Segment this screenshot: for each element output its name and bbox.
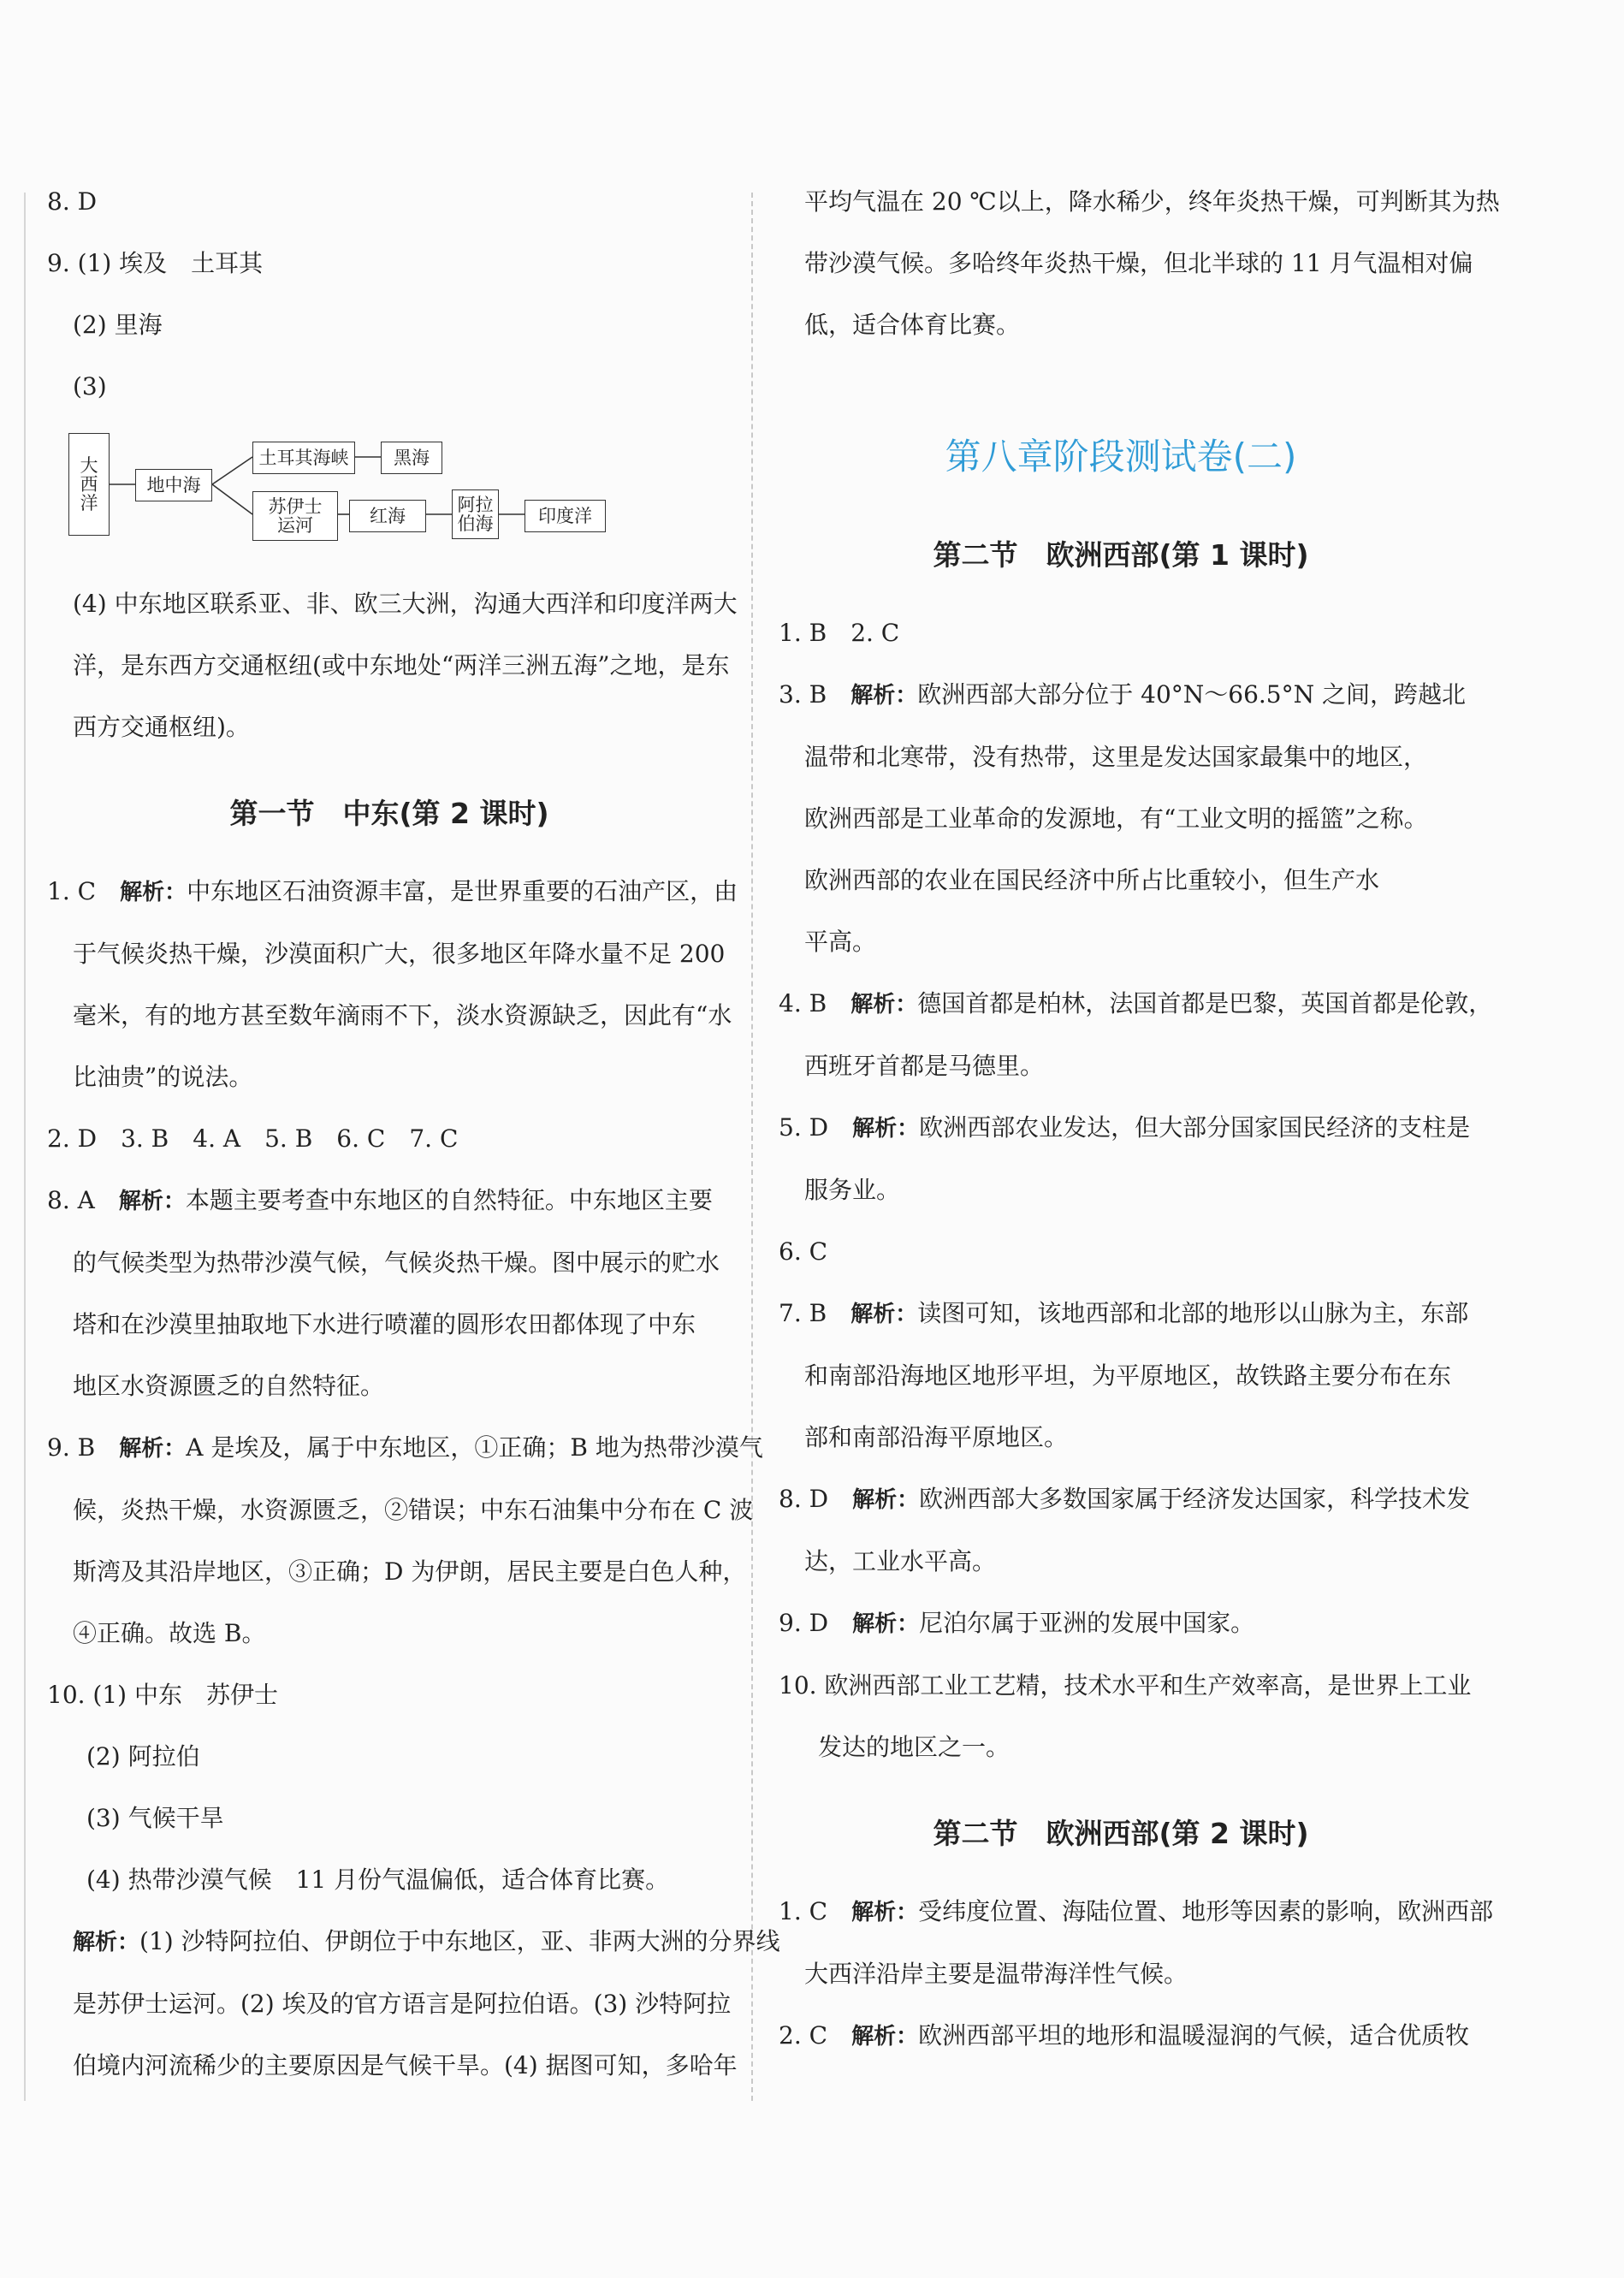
- s2-q9-answer: 9. D: [779, 1609, 829, 1637]
- answer-9-4-line1: (4) 中东地区联系亚、非、欧三大洲，沟通大西洋和印度洋两大: [73, 590, 738, 618]
- s1-q10-exp-line3: 伯境内河流稀少的主要原因是气候干旱。(4) 据图可知，多哈年: [73, 2051, 738, 2079]
- chapter-title: 第八章阶段测试卷(二): [945, 436, 1297, 478]
- answer-9-3: (3): [73, 372, 107, 400]
- analysis-label: 解析：: [120, 880, 187, 905]
- box-arabian-sea: 阿拉伯海: [452, 489, 499, 539]
- section-title-europe-1: 第二节 欧洲西部(第 1 课时): [933, 538, 1309, 572]
- box-indian-ocean: 印度洋: [525, 500, 606, 532]
- analysis-label: 解析：: [73, 1930, 140, 1955]
- box-atlantic: 大西洋: [68, 433, 110, 536]
- s2-q8-text: 欧洲西部大多数国家属于经济发达国家，科学技术发: [919, 1485, 1471, 1513]
- s1-q9-answer: 9. B: [47, 1433, 96, 1462]
- analysis-label: 解析：: [118, 1189, 186, 1214]
- s1-q10-4: (4) 热带沙漠气候 11 月份气温偏低，适合体育比赛。: [86, 1866, 670, 1894]
- analysis-label: 解析：: [852, 1611, 920, 1637]
- s1-q1-line2: 于气候炎热干燥，沙漠面积广大，很多地区年降水量不足 200: [73, 940, 726, 968]
- analysis-label: 解析：: [851, 992, 918, 1017]
- s2-q1-2: 1. B 2. C: [779, 619, 900, 647]
- s2-q6: 6. C: [779, 1237, 828, 1266]
- section-title-zhongdong-2: 第一节 中东(第 2 课时): [229, 797, 549, 830]
- s3-q1-line2: 大西洋沿岸主要是温带海洋性气候。: [804, 1960, 1188, 1988]
- s2-q3-line2: 温带和北寒带，没有热带，这里是发达国家最集中的地区，: [804, 743, 1428, 771]
- right-column: [779, 171, 1500, 2067]
- left-margin-rule: [24, 193, 26, 2101]
- s1-q1-text: 中东地区石油资源丰富，是世界重要的石油产区，由: [187, 877, 738, 905]
- s3-q1-line1: [779, 1881, 1494, 1943]
- s2-q3-answer: 3. B: [779, 680, 827, 709]
- continued-line2: 带沙漠气候。多哈终年炎热干燥，但北半球的 11 月气温相对偏: [804, 249, 1473, 277]
- s1-q9-line3: 斯湾及其沿岸地区，③正确；D 为伊朗，居民主要是白色人种，: [73, 1557, 747, 1586]
- s2-q5-answer: 5. D: [779, 1113, 829, 1142]
- s2-q7-line3: 部和南部沿海平原地区。: [804, 1423, 1069, 1451]
- s2-q7-line1: [779, 1283, 1469, 1345]
- s2-q4-text: 德国首都是柏林，法国首都是巴黎，英国首都是伦敦，: [917, 989, 1493, 1017]
- answer-8: 8. D: [47, 187, 98, 216]
- analysis-label: 解析：: [851, 2024, 919, 2050]
- box-suez-canal: 苏伊士运河: [252, 491, 338, 541]
- s2-q3-line5: 平高。: [804, 928, 877, 956]
- s1-q8-line2: 的气候类型为热带沙漠气候，气候炎热干燥。图中展示的贮水: [73, 1249, 720, 1277]
- analysis-label: 解析：: [851, 683, 918, 709]
- s1-q1-line4: 比油贵”的说法。: [73, 1063, 253, 1091]
- s2-q5-text: 欧洲西部农业发达，但大部分国家国民经济的支柱是: [919, 1113, 1471, 1142]
- s2-q3-text: 欧洲西部大部分位于 40°N～66.5°N 之间，跨越北: [917, 680, 1467, 709]
- s2-q5-line2: 服务业。: [804, 1176, 901, 1204]
- box-black-sea: 黑海: [381, 442, 442, 474]
- s1-q9-text: A 是埃及，属于中东地区，①正确；B 地为热带沙漠气: [186, 1433, 763, 1462]
- left-column: [47, 171, 780, 2097]
- s2-q10-line2: 发达的地区之一。: [818, 1733, 1011, 1761]
- box-turkish-straits: 土耳其海峡: [252, 442, 355, 474]
- s1-q8-text: 本题主要考查中东地区的自然特征。中东地区主要: [185, 1186, 713, 1214]
- box-mediterranean: 地中海: [135, 469, 212, 501]
- analysis-label: 解析：: [851, 1302, 918, 1327]
- analysis-label: 解析：: [119, 1436, 187, 1462]
- s2-q5-line1: [779, 1097, 1471, 1160]
- continued-line3: 低，适合体育比赛。: [804, 311, 1021, 339]
- s1-q8-answer: 8. A: [47, 1186, 95, 1214]
- s3-q2-line1: [779, 2005, 1470, 2067]
- s2-q3-line3: 欧洲西部是工业革命的发源地，有“工业文明的摇篮”之称。: [804, 804, 1428, 833]
- s2-q4-line2: 西班牙首都是马德里。: [804, 1052, 1045, 1080]
- s2-q8-line2: 达，工业水平高。: [804, 1547, 997, 1575]
- column-divider: [751, 193, 753, 2101]
- answer-9-4-line2: 洋，是东西方交通枢纽(或中东地处“两洋三洲五海”之地，是东: [73, 651, 730, 679]
- s1-q8-line3: 塔和在沙漠里抽取地下水进行喷灌的圆形农田都体现了中东: [73, 1310, 696, 1338]
- s2-q3-line4: 欧洲西部的农业在国民经济中所占比重较小，但生产水: [804, 866, 1380, 894]
- s2-q8-answer: 8. D: [779, 1485, 829, 1513]
- continued-line1: 平均气温在 20 ℃以上，降水稀少，终年炎热干燥，可判断其为热: [804, 187, 1500, 216]
- analysis-label: 解析：: [851, 1900, 919, 1925]
- s2-q7-text: 读图可知，该地西部和北部的地形以山脉为主，东部: [917, 1299, 1469, 1327]
- s1-q1-line3: 毫米，有的地方甚至数年滴雨不下，淡水资源缺乏，因此有“水: [73, 1001, 732, 1029]
- s1-q9-line1: [47, 1417, 763, 1480]
- route-diagram: [68, 433, 732, 561]
- answer-9-1: 9. (1) 埃及 土耳其: [47, 249, 264, 277]
- s3-q1-answer: 1. C: [779, 1897, 828, 1925]
- s1-q9-line2: 候，炎热干燥，水资源匮乏，②错误；中东石油集中分布在 C 波: [73, 1496, 754, 1524]
- answer-9-4-line3: 西方交通枢纽)。: [73, 713, 250, 741]
- s1-q10-2: (2) 阿拉伯: [86, 1742, 200, 1771]
- analysis-label: 解析：: [852, 1487, 920, 1513]
- s2-q4-line1: [779, 973, 1493, 1035]
- s1-q2-7: 2. D 3. B 4. A 5. B 6. C 7. C: [47, 1124, 459, 1153]
- s1-q8-line1: [47, 1170, 732, 1232]
- s2-q7-line2: 和南部沿海地区地形平坦，为平原地区，故铁路主要分布在东: [804, 1361, 1452, 1390]
- s2-q8-line1: [779, 1468, 1471, 1531]
- s1-q8-line4: 地区水资源匮乏的自然特征。: [73, 1372, 385, 1400]
- s3-q2-text: 欧洲西部平坦的地形和温暖湿润的气候，适合优质牧: [918, 2021, 1470, 2050]
- s1-q10-1: 10. (1) 中东 苏伊士: [47, 1681, 278, 1709]
- s1-q1-answer: 1. C: [47, 877, 97, 905]
- s2-q9-text: 尼泊尔属于亚洲的发展中国家。: [919, 1609, 1255, 1637]
- s1-q10-exp-text: (1) 沙特阿拉伯、伊朗位于中东地区，亚、非两大洲的分界线: [139, 1927, 780, 1955]
- section-title-europe-2: 第二节 欧洲西部(第 2 课时): [933, 1817, 1309, 1850]
- s1-q1-line1: [47, 861, 738, 923]
- s2-q4-answer: 4. B: [779, 989, 827, 1017]
- s2-q9: [779, 1593, 1463, 1655]
- s3-q2-answer: 2. C: [779, 2021, 828, 2050]
- box-red-sea: 红海: [349, 500, 426, 532]
- s2-q10-line1: 10. 欧洲西部工业工艺精，技术水平和生产效率高，是世界上工业: [779, 1671, 1472, 1700]
- s2-q3-line1: [779, 664, 1467, 727]
- s3-q1-text: 受纬度位置、海陆位置、地形等因素的影响，欧洲西部: [918, 1897, 1494, 1925]
- s1-q10-3: (3) 气候干旱: [86, 1804, 224, 1832]
- analysis-label: 解析：: [852, 1116, 920, 1142]
- s2-q7-answer: 7. B: [779, 1299, 827, 1327]
- s1-q10-exp-line2: 是苏伊士运河。(2) 埃及的官方语言是阿拉伯语。(3) 沙特阿拉: [73, 1990, 732, 2018]
- s1-q9-line4: ④正确。故选 B。: [73, 1619, 266, 1647]
- s1-q10-exp-line1: [47, 1911, 780, 1973]
- answer-9-2: (2) 里海: [73, 311, 163, 339]
